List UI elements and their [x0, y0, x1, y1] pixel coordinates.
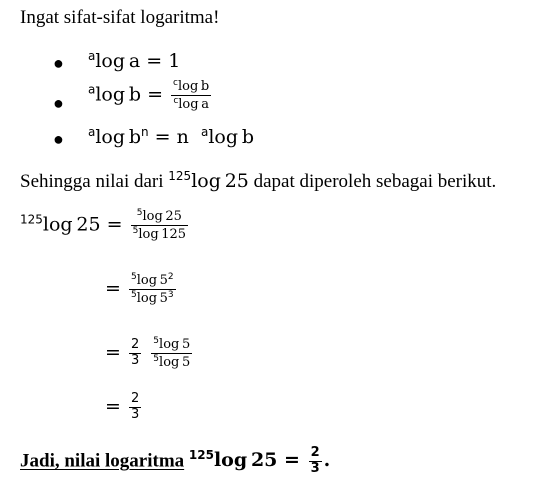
argument: a — [128, 50, 141, 72]
numerator: 2 — [130, 337, 140, 352]
equals-sign: = — [146, 50, 163, 72]
numerator: 2 — [130, 391, 140, 406]
numerator: $^5$log $5^2$ — [130, 272, 174, 288]
denominator: $^c$log a — [173, 95, 209, 112]
property-change-base — [88, 78, 213, 113]
log-word: log — [42, 213, 73, 236]
step-1 — [20, 208, 190, 243]
question-sentence: Sehingga nilai dari $^{125}$log 25 dapat diperoleh sebagai berikut. — [20, 169, 497, 192]
exponent: n — [141, 125, 149, 139]
numerator: $^5$log 25 — [136, 208, 182, 224]
argument: b — [241, 126, 254, 148]
log-word: log — [95, 83, 126, 106]
log-base: 125 — [168, 169, 192, 183]
bullet-icon: ● — [53, 93, 64, 113]
log-word: log — [95, 126, 126, 148]
equals-sign: = — [105, 341, 121, 364]
log-word: log — [95, 50, 126, 72]
step-2 — [105, 272, 178, 307]
equals-sign: = — [147, 83, 163, 106]
bullet-icon: ● — [53, 53, 64, 73]
conclusion-fraction: $\frac{2}{3}$ — [310, 445, 320, 476]
result: 1 — [168, 50, 181, 72]
base: a — [200, 125, 209, 139]
argument: b — [128, 126, 142, 148]
denominator: 3 — [130, 406, 140, 422]
fraction — [171, 78, 211, 113]
base: a — [88, 49, 96, 63]
argument: b — [128, 83, 142, 106]
property-identity — [88, 50, 180, 71]
coefficient: n — [176, 126, 189, 148]
conclusion — [20, 446, 330, 477]
log-word: log — [191, 170, 221, 192]
denominator: $^5$log 125 — [132, 225, 187, 242]
log-argument: 25 — [224, 170, 249, 192]
numerator: $^5$log 5 — [153, 336, 191, 352]
fraction — [129, 272, 176, 307]
fraction — [131, 208, 188, 243]
fraction — [151, 336, 192, 371]
bullet-icon: ● — [53, 129, 64, 149]
step-4 — [105, 392, 143, 423]
log-argument: 25 — [76, 213, 101, 236]
base: a — [88, 82, 96, 97]
intro-text: Ingat sifat-sifat logaritma! — [20, 7, 220, 28]
conclusion-expression: $^{125}$log 25 = $\frac{2}{3}$ . — [188, 445, 331, 476]
property-power — [88, 126, 254, 147]
log-word: log — [208, 126, 239, 148]
numerator: $^c$log b — [173, 78, 210, 94]
denominator: 3 — [130, 352, 140, 368]
log-base: 125 — [20, 212, 43, 227]
step-3 — [105, 336, 194, 371]
equals-sign: = — [106, 213, 123, 236]
equals-sign: = — [105, 395, 121, 418]
equals-sign: = — [105, 277, 121, 300]
base: a — [88, 125, 96, 139]
denominator: $^5$log 5 — [153, 353, 191, 370]
coefficient-fraction — [129, 338, 141, 369]
denominator: $^5$log $5^3$ — [130, 289, 174, 306]
conclusion-label: Jadi, nilai logaritma — [20, 450, 185, 472]
equals-sign: = — [154, 126, 171, 148]
result-fraction — [129, 392, 141, 423]
